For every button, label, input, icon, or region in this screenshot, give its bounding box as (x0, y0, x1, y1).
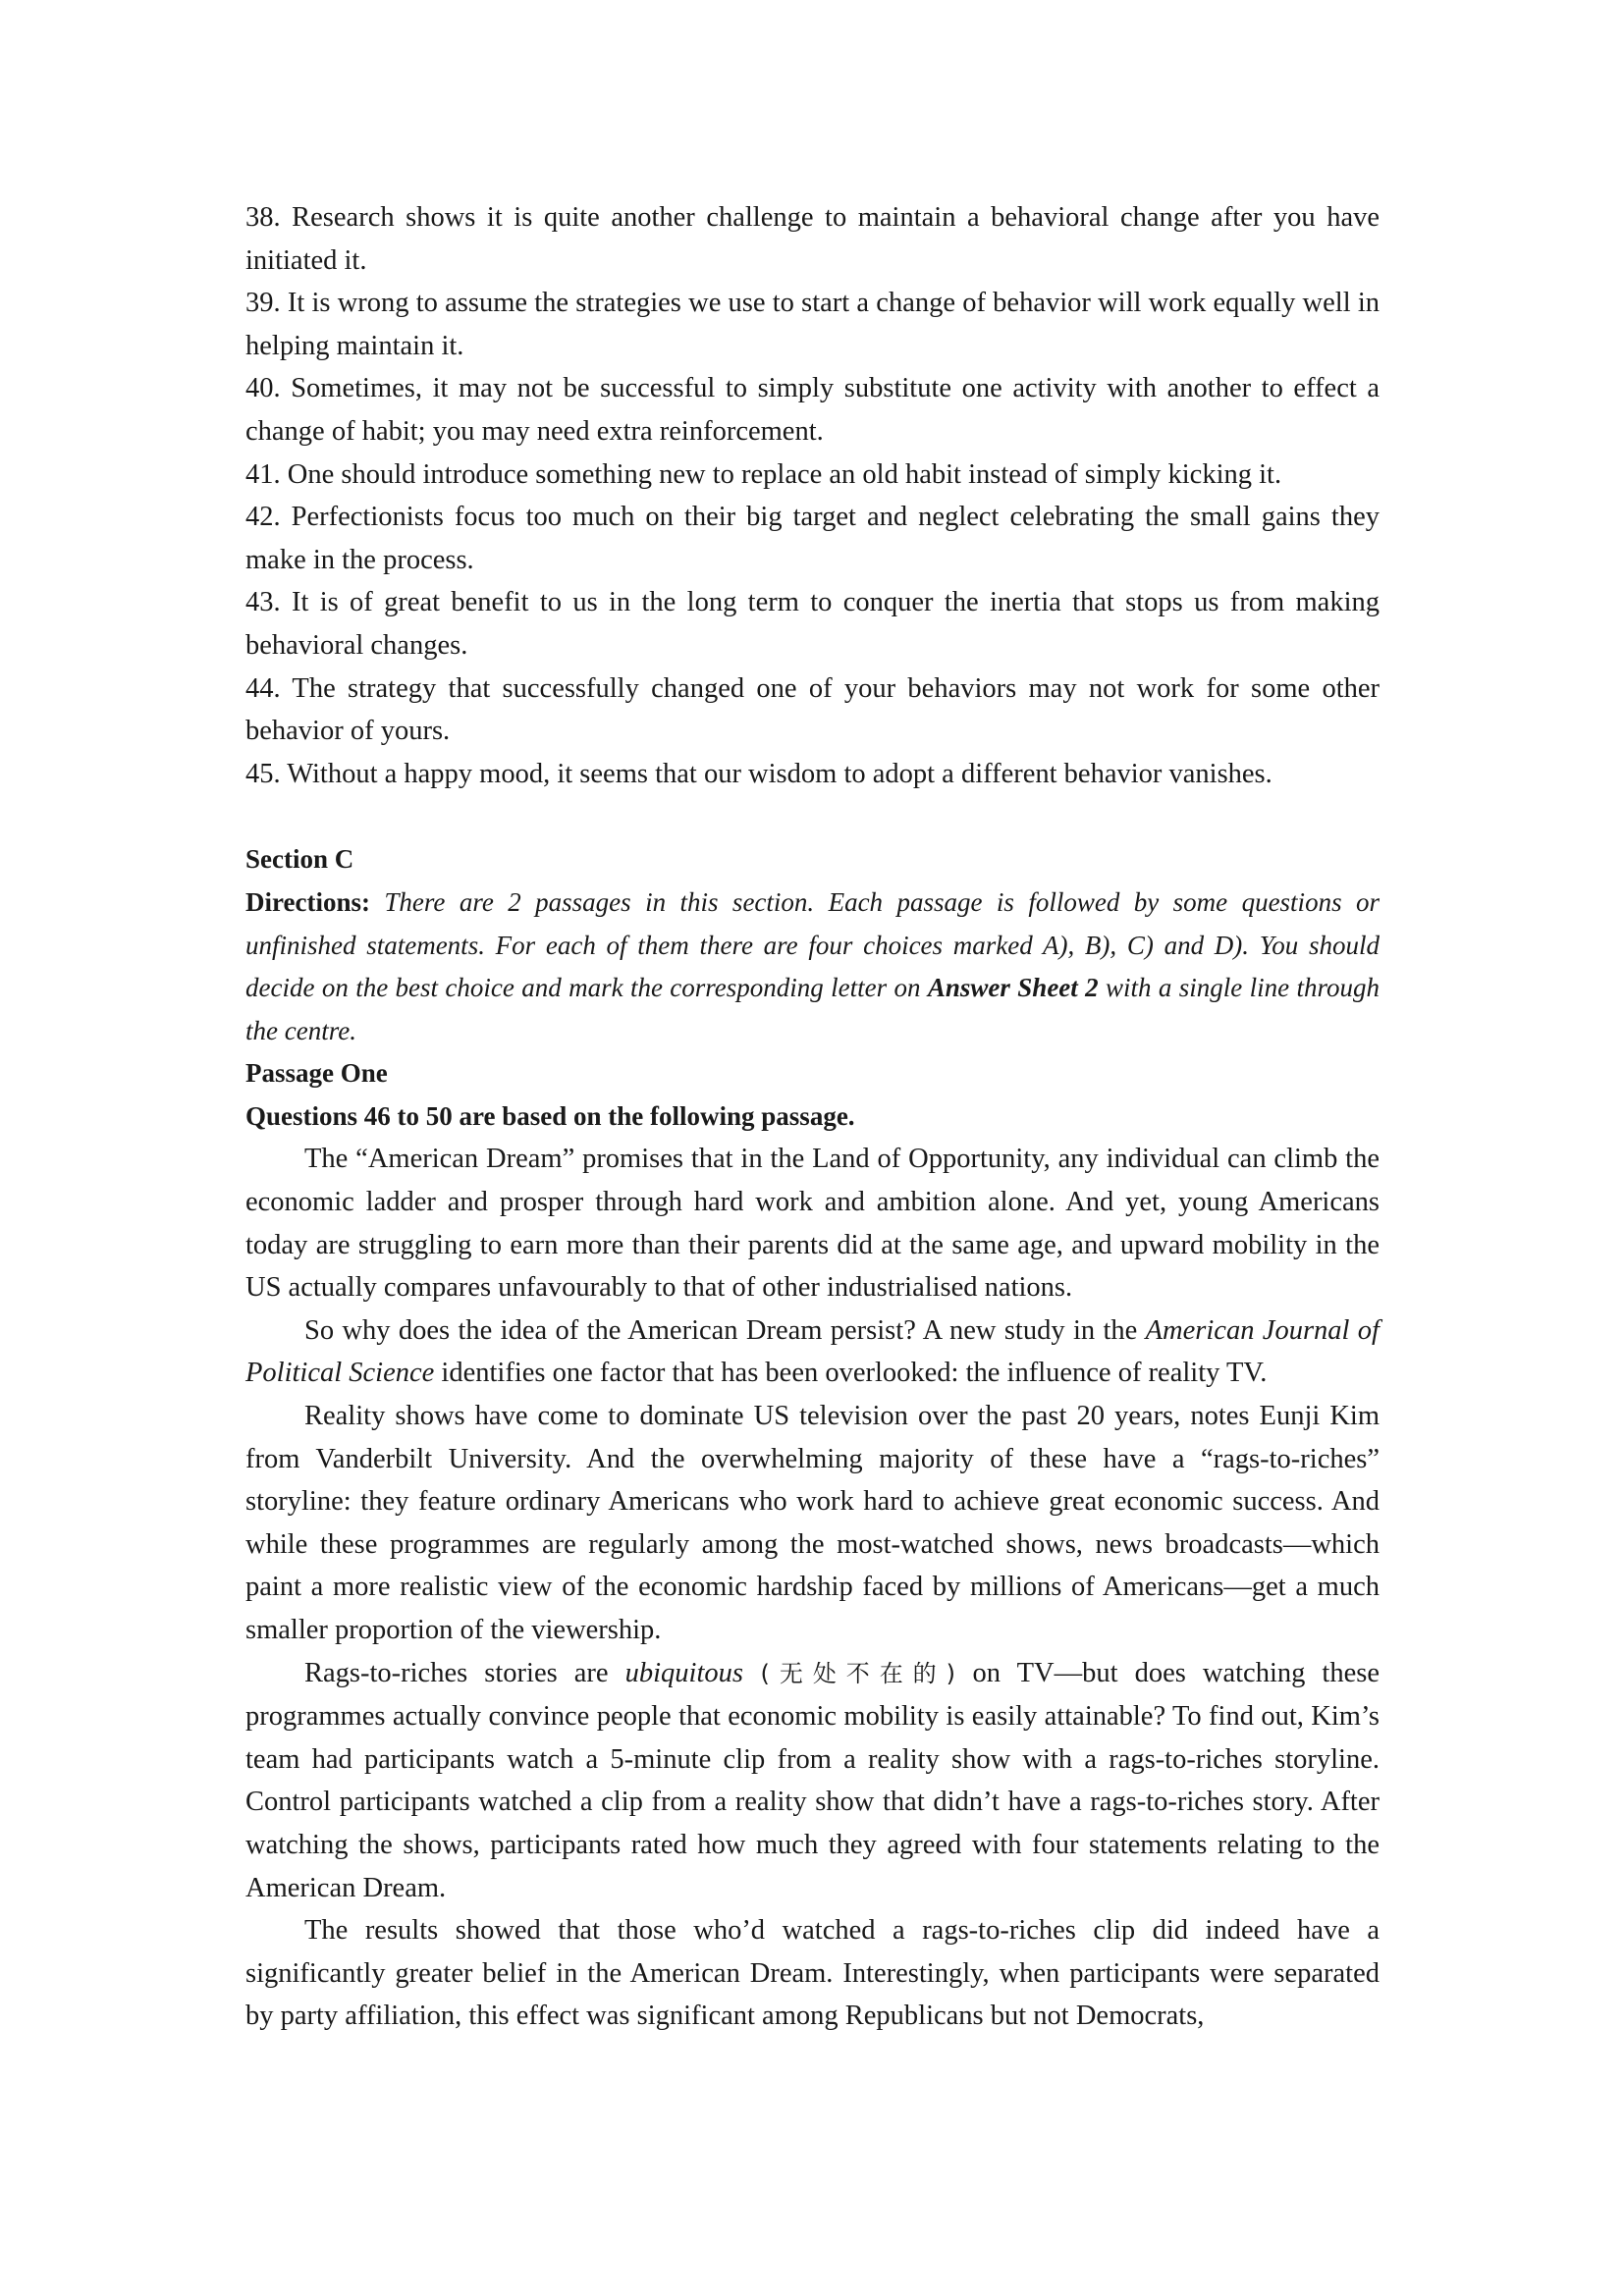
exam-page (245, 196, 1380, 2038)
paragraph-5: The results showed that those who’d watched a rags-to-riches clip did indeed have a significantly greater belief in the American Dream. Interestingly, when participants were separated by party affiliation, this effect was significant among Republicans but not Democrats, (245, 1915, 1380, 2032)
directions-text-1: There are 2 passages in this section. Each passage is followed by some questions or unfinished statements. For each of them there are four choices marked A), B), C) and D). You should decide on the best choice and mark the corresponding letter on (245, 886, 1380, 1003)
statement-43: 43. It is of great benefit to us in the long term to conquer the inertia that stops us from making behavioral changes. (245, 587, 1380, 661)
statement-38: 38. Research shows it is quite another challenge to maintain a behavioral change after you have initiated it. (245, 202, 1380, 276)
statement-39: 39. It is wrong to assume the strategies we use to start a change of behavior will work equally well in helping maintain it. (245, 288, 1380, 361)
directions (245, 881, 1380, 1052)
questions-note: Questions 46 to 50 are based on the following passage. (245, 1100, 855, 1131)
statement-41: 41. One should introduce something new to replace an old habit instead of simply kicking it. (245, 458, 1282, 490)
paragraph-4 (245, 1652, 1380, 1910)
statement-44: 44. The strategy that successfully changed one of your behaviors may not work for some other behavior of yours. (245, 672, 1380, 747)
paragraph-4-text-a: Rags-to-riches stories are (304, 1657, 625, 1688)
directions-text-2: with a single line through the centre. (245, 973, 1380, 1045)
statement-45: 45. Without a happy mood, it seems that our wisdom to adopt a different behavior vanishes. (245, 758, 1272, 789)
passage-body (245, 1138, 1380, 2037)
paragraph-4-text-b: on TV—but does watching these programmes actually convince people that economic mobility is easily attainable? To find out, Kim’s team had participants watch a 5-minute clip from a reality show with a rags-to-riches storyline. Control participants watched a clip from a reality show that didn’t have a rags-to-riches story. After watching the shows, participants rated how much they agreed with four statements relating to the American Dream. (245, 1657, 1380, 1903)
statement-list (245, 196, 1380, 795)
chinese-gloss: (无处不在的) (742, 1659, 973, 1687)
vocabulary-term: ubiquitous (624, 1657, 743, 1688)
passage-title: Passage One (245, 1058, 388, 1089)
paragraph-2 (245, 1309, 1380, 1395)
statement-40: 40. Sometimes, it may not be successful to simply substitute one activity with another to effect a change of habit; you may need extra reinforcement. (245, 373, 1380, 447)
section-title: Section C (245, 844, 354, 875)
paragraph-1: The “American Dream” promises that in the Land of Opportunity, any individual can climb the economic ladder and prosper through hard work and ambition alone. And yet, young Americans today are struggling to earn more than their parents did at the same age, and upward mobility in the US actually compares unfavourably to that of other industrialised nations. (245, 1144, 1380, 1304)
paragraph-3: Reality shows have come to dominate US television over the past 20 years, notes Eunji Kim from Vanderbilt University. And the overwhelming majority of these have a “rags-to-riches” storyline: they feature ordinary Americans who work hard to achieve great economic success. And while these programmes are regularly among the most-watched shows, news broadcasts—which paint a more realistic view of the economic hardship faced by millions of Americans—get a much smaller proportion of the viewership. (245, 1401, 1380, 1645)
paragraph-2-text-b: identifies one factor that has been overlooked: the influence of reality TV. (434, 1358, 1268, 1389)
paragraph-2-text-a: So why does the idea of the American Dream persist? A new study in the (304, 1314, 1146, 1346)
answer-sheet-label: Answer Sheet 2 (927, 973, 1099, 1003)
statement-42: 42. Perfectionists focus too much on their big target and neglect celebrating the small gains they make in the process. (245, 502, 1380, 575)
journal-title: American Journal of Political Science (245, 1314, 1380, 1389)
directions-label: Directions: (245, 886, 370, 917)
